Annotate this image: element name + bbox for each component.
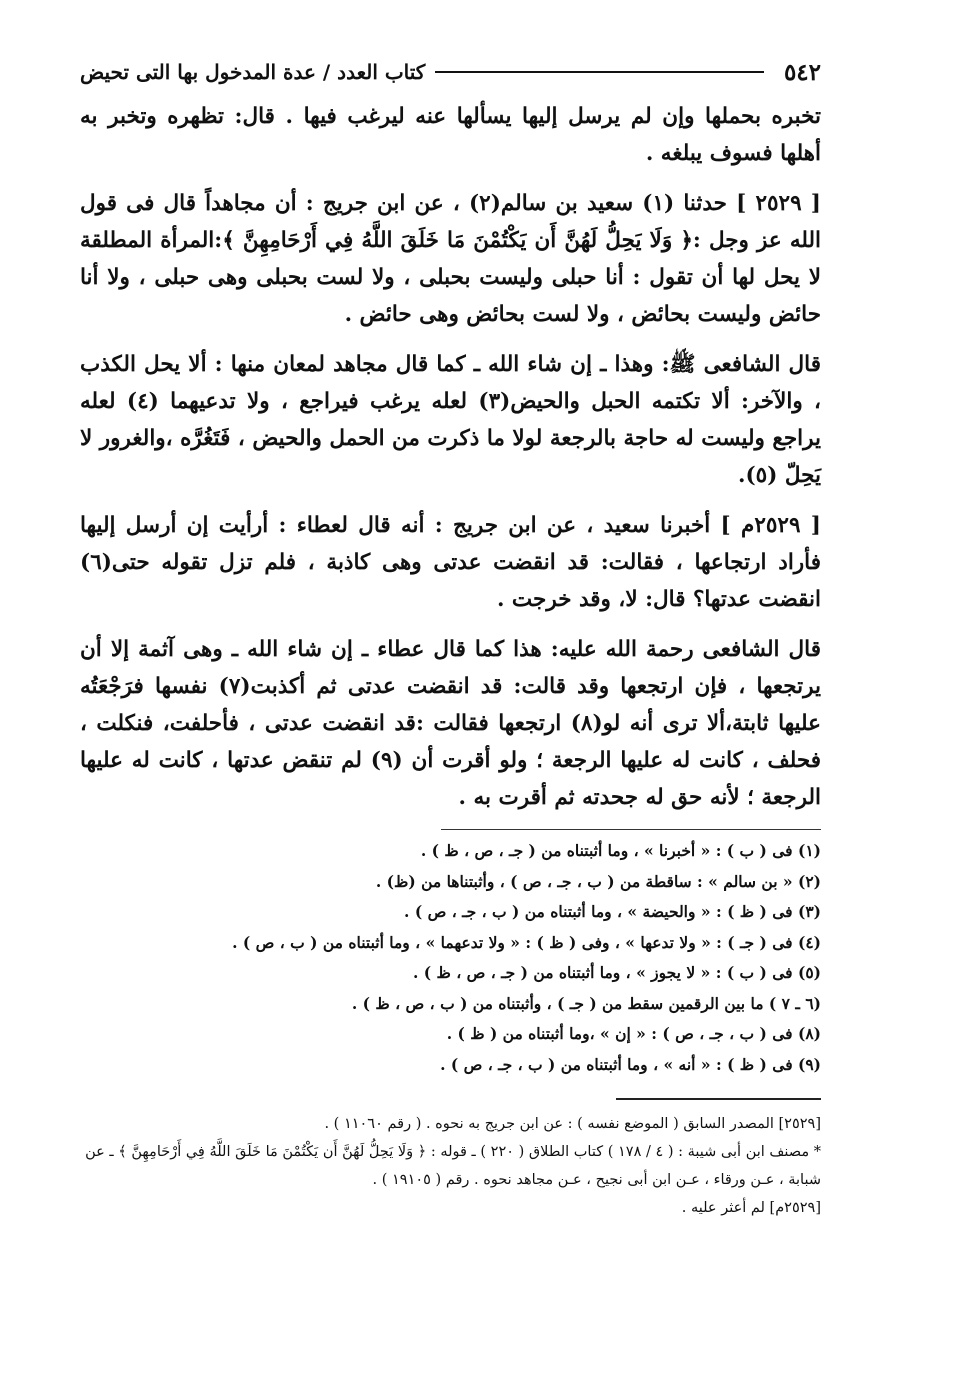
footnote: (٦ ـ ٧ ) ما بين الرقمين سقط من ( جـ ) ، وأثبتناه من ( ب ، ص ، ظ ) .	[351, 993, 821, 1013]
footnote: (١) فى ( ب ) : « أخبرنا » ، وما أثبتناه من ( جـ ، ص ، ظ ) .	[420, 841, 821, 860]
footnote: (٨) فى ( ب ، جـ ، ص ) : « إن » ،وما أثبتناه من ( ظ ) .	[446, 1024, 821, 1043]
paragraph-hadith-2529: [ ٢٥٢٩ ] حدثنا (١) سعيد بن سالم(٢) ، عن ابن جريج : أن مجاهداً قال فى قول الله عز وجل :﴿ وَلَا يَحِلُّ لَهُنَّ أَن يَكْتُمْنَ مَا خَلَقَ اللَّهُ فِي أَرْحَامِهِنَّ ﴾:المرأة المطلقة لا يحل لها أن تقول : أنا حبلى وليست بحبلى ، ولا لست بحبلى وهى حبلى ، ولا أنا حائض وليست بحائض ، ولا لست بحائض وهى حائض .	[80, 191, 821, 327]
source-reference: [٢٥٢٩م] لم أعثر عليه .	[681, 1200, 821, 1216]
chapter-title: كتاب العدد / عدة المدخول بها التى تحيض	[80, 60, 426, 84]
header-rule	[435, 71, 764, 73]
sources-divider	[616, 1098, 821, 1100]
page-number: ٥٤٢	[783, 58, 821, 86]
footnote: (٩) فى ( ظ ) : « أنه » ، وما أثبتناه من ( ب ، جـ ، ص ) .	[440, 1054, 821, 1074]
paragraph-continuation: تخبره بحملها وإن لم يرسل إليها يسألها عنه ليرغب فيها . قال: تظهره وتخبر به أهلها فسوف يبلغه .	[80, 104, 821, 166]
footnote: (٣) فى ( ظ ) : « والحيضة » ، وما أثبتناه من ( ب ، جـ ، ص ) .	[404, 902, 821, 921]
footnote: (٤) فى ( جـ ) : « ولا تدعها » ، وفى ( ظ ) : « ولا تدعهما » ، وما أثبتناه من ( ب ، ص ) .	[232, 932, 821, 952]
footnotes	[80, 836, 821, 1080]
paragraph-hadith-2529m: [ ٢٥٢٩م ] أخبرنا سعيد ، عن ابن جريج : أنه قال لعطاء : أرأيت إن أرسل إليها فأراد ارتجاعها ، فقالت: قد انقضت عدتى وهى كاذبة ، فلم تزل تقوله حتى(٦) انقضت عدتها؟ قال: لا، وقد خرجت .	[80, 513, 821, 612]
footnote: (٥) فى ( ب ) : « لا يجوز » ، وما أثبتناه من ( جـ ، ص ، ظ ) .	[412, 963, 821, 982]
main-text	[80, 98, 821, 816]
running-head	[80, 52, 821, 92]
paragraph-shafii-commentary-1: قال الشافعى ﷺ: وهذا ـ إن شاء الله ـ كما قال مجاهد لمعان منها : ألا يحل الكذب ، والآخر: ألا تكتمه الحبل والحيض(٣) لعله يرغب فيراجع ، ولا تدعيهما (٤) لعله يراجع وليست له حاجة بالرجعة لولا ما ذكرت من الحمل والحيض ، فَتَغُرَّه ،والغرور لا يَحِلّ (٥).	[80, 352, 821, 488]
source-reference: [٢٥٢٩] المصدر السابق ( الموضع نفسه ) : عن ابن جريج به نحوه . ( رقم ١١٠٦٠ ) .	[324, 1116, 821, 1132]
footnote: (٢) « بن سالم » : ساقطة من ( ب ، جـ ، ص ) ، وأثبتناها من (ظ) .	[375, 871, 821, 891]
source-reference: * مصنف ابن أبى شيبة : ( ٤ / ١٧٨ ) كتاب الطلاق ( ٢٢٠ ) ـ قوله : ﴿ وَلَا يَحِلُّ لَهُنَّ أَن يَكْتُمْنَ مَا خَلَقَ اللَّهُ فِي أَرْحَامِهِنَّ ﴾ ـ عن شبابة ، عـن ورقاء ، عـن ابن أبى نجيح ، عـن مجاهد نحوه . رقم ( ١٩١٠٥ ) .	[85, 1144, 821, 1188]
footnotes-divider	[441, 829, 821, 830]
source-references	[80, 1110, 821, 1222]
paragraph-shafii-commentary-2: قال الشافعى رحمة الله عليه: هذا كما قال عطاء ـ إن شاء الله ـ وهى آثمة إلا أن يرتجعها ، فإن ارتجعها وقد قالت: قد انقضت عدتى ثم أكذبت(٧) نفسها فرَجْعَتُه عليها ثابتة،ألا ترى أنه لو(٨) ارتجعها فقالت :قد انقضت عدتى ، فأحلفت، فنكلت ، فحلف ، كانت له عليها الرجعة ؛ ولو أقرت أن (٩) لم تنقض عدتها ، كانت له عليها الرجعة ؛ لأنه حق له جحدته ثم أقرت به .	[80, 637, 822, 810]
